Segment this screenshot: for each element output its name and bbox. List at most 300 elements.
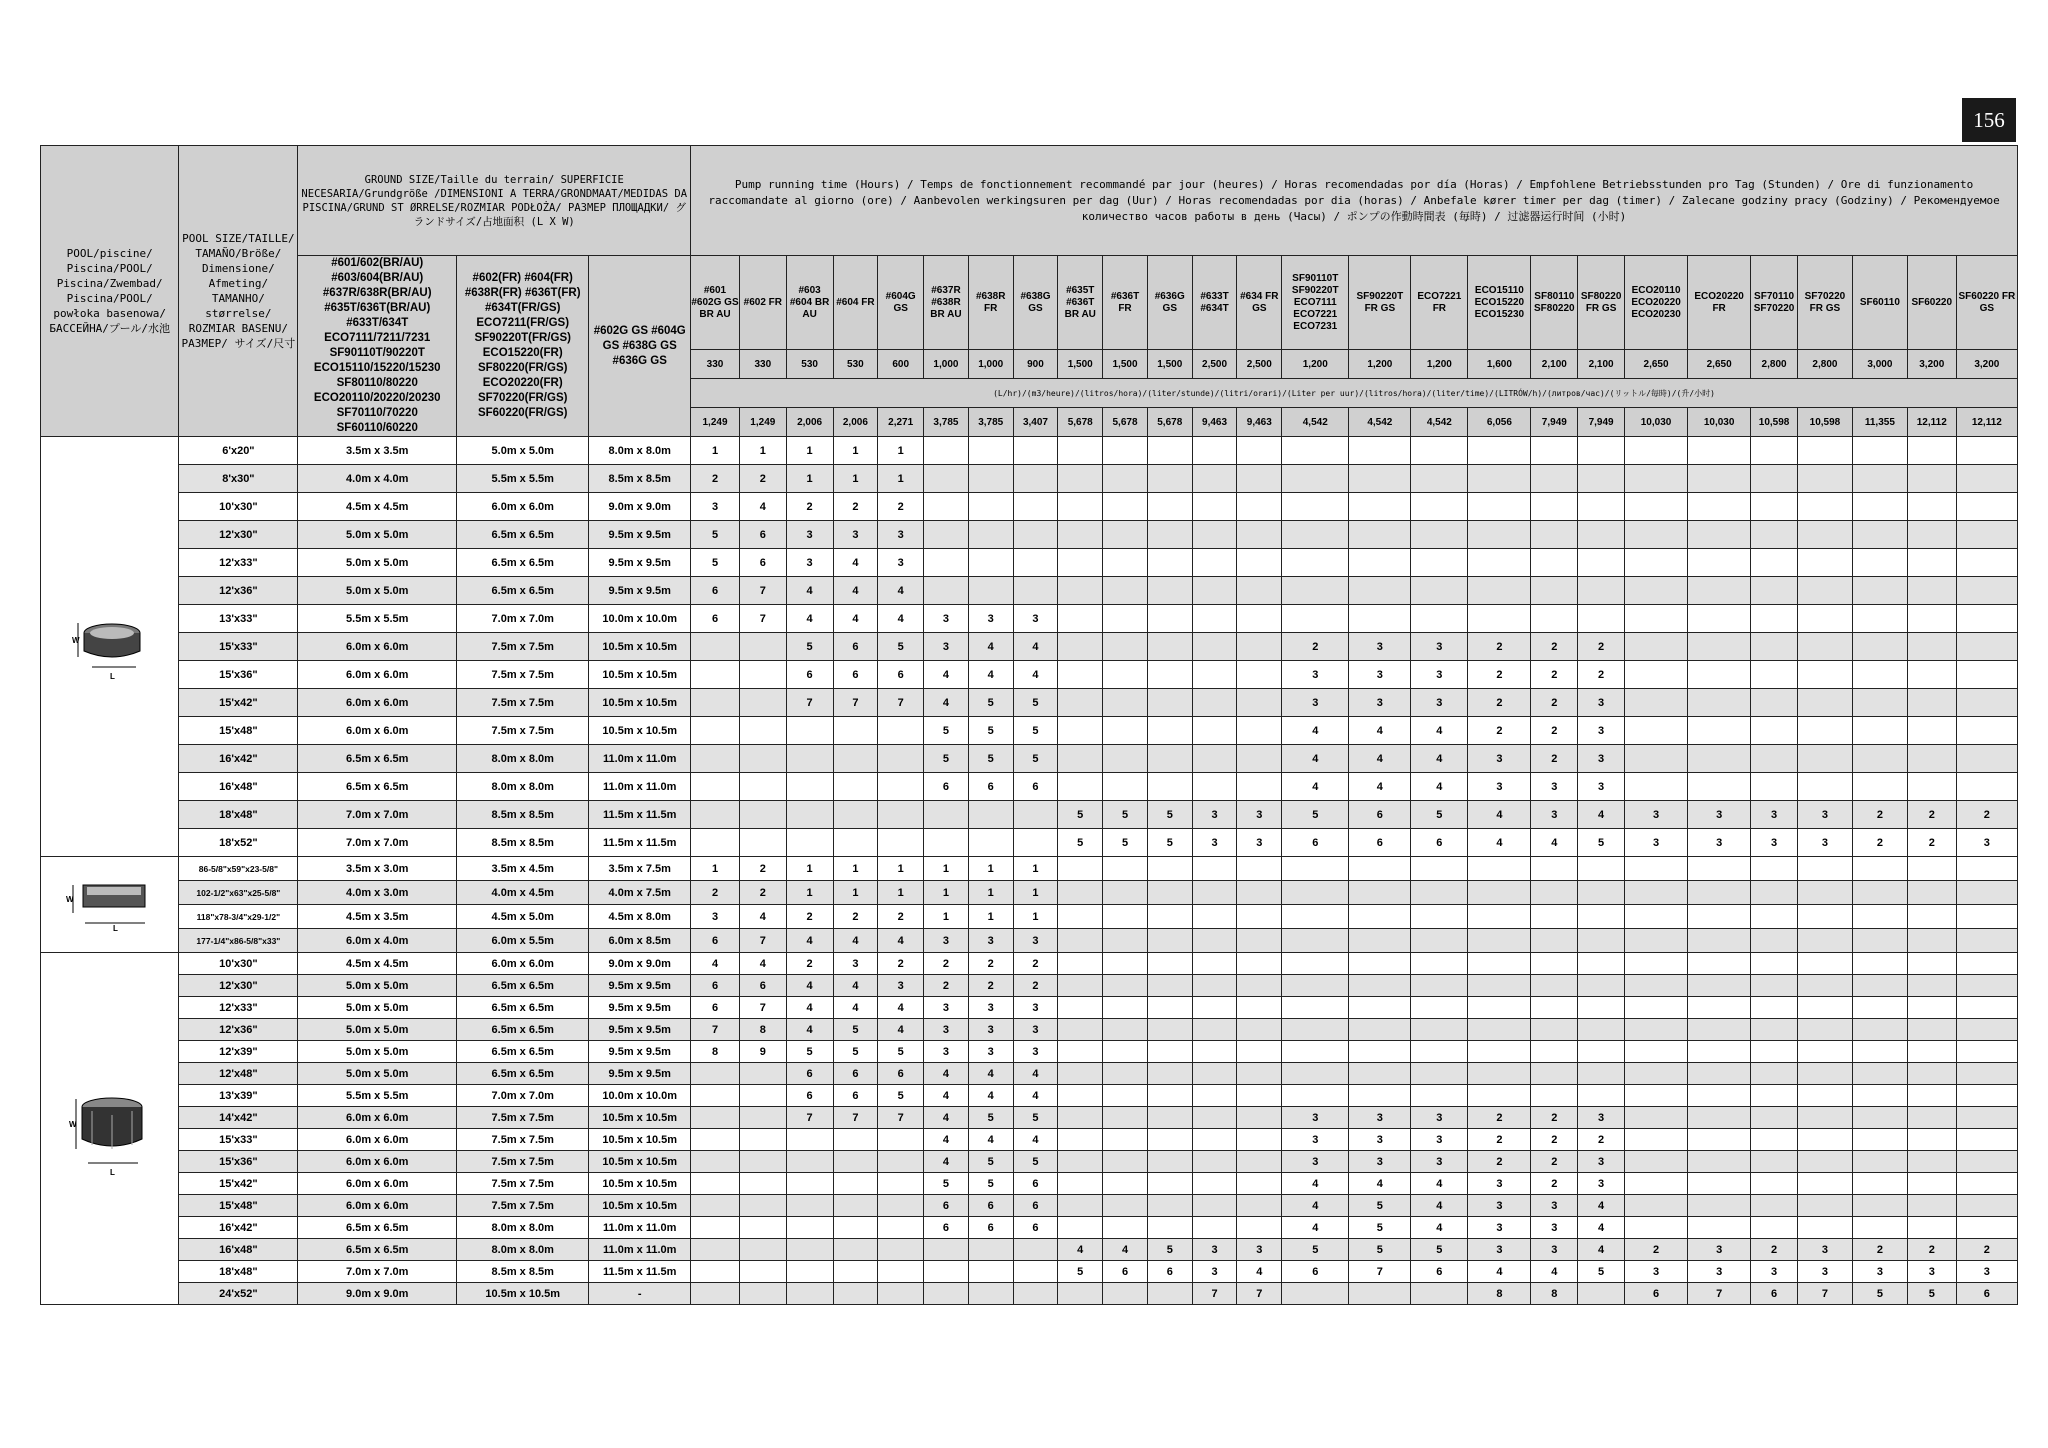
hours-cell xyxy=(878,717,924,745)
ground-size-cell: 10.0m x 10.0m xyxy=(589,605,691,633)
hours-cell: 3 xyxy=(968,605,1013,633)
pump-model-header: #636T FR xyxy=(1103,256,1148,350)
ground-size-cell: 9.5m x 9.5m xyxy=(589,577,691,605)
hours-cell xyxy=(739,1173,786,1195)
pool-size-cell: 10'x30" xyxy=(179,493,298,521)
hours-cell: 5 xyxy=(1578,1261,1625,1283)
pool-size-cell: 118"x78-3/4"x29-1/2" xyxy=(179,905,298,929)
hours-cell xyxy=(1192,997,1237,1019)
hours-cell xyxy=(1852,997,1907,1019)
hours-cell xyxy=(1907,1107,1956,1129)
hours-cell xyxy=(1578,881,1625,905)
pump-model-header: #601 #602G GS BR AU xyxy=(691,256,740,350)
hours-cell xyxy=(833,829,878,857)
hours-cell xyxy=(833,1195,878,1217)
hours-cell xyxy=(1531,997,1578,1019)
hours-cell: 1 xyxy=(924,857,969,881)
hours-cell xyxy=(1103,577,1148,605)
pump-flow-cell: 12,112 xyxy=(1907,408,1956,437)
hours-cell xyxy=(1411,1019,1468,1041)
ground-size-cell: 9.0m x 9.0m xyxy=(298,1283,457,1305)
hours-cell xyxy=(1907,577,1956,605)
hours-cell: 6 xyxy=(1411,1261,1468,1283)
ground-size-cell: 9.5m x 9.5m xyxy=(589,1041,691,1063)
hours-cell xyxy=(1578,1041,1625,1063)
hours-cell xyxy=(1411,521,1468,549)
hours-cell: 4 xyxy=(786,605,833,633)
ground-size-cell: 10.5m x 10.5m xyxy=(589,689,691,717)
hours-cell xyxy=(1282,1283,1349,1305)
hours-cell xyxy=(968,801,1013,829)
hours-cell: 3 xyxy=(1531,773,1578,801)
ground-size-cell: 8.0m x 8.0m xyxy=(589,437,691,465)
hours-cell xyxy=(1282,549,1349,577)
hours-cell xyxy=(1956,689,2017,717)
pump-flow-cell: 10,598 xyxy=(1751,408,1798,437)
hours-cell: 2 xyxy=(1468,1107,1531,1129)
hours-cell xyxy=(1349,521,1411,549)
hours-cell: 3 xyxy=(1751,801,1798,829)
ground-size-cell: 4.5m x 4.5m xyxy=(298,493,457,521)
hours-cell xyxy=(1688,905,1751,929)
hours-cell xyxy=(1907,997,1956,1019)
hours-cell xyxy=(1411,1283,1468,1305)
hours-cell xyxy=(1058,953,1103,975)
hours-cell xyxy=(1625,549,1688,577)
hours-cell xyxy=(1103,661,1148,689)
hours-cell: 5 xyxy=(924,745,969,773)
hours-cell xyxy=(1147,773,1192,801)
hours-cell xyxy=(1058,881,1103,905)
hours-cell: 2 xyxy=(924,953,969,975)
hours-cell: 5 xyxy=(968,745,1013,773)
pump-model-header: #604G GS xyxy=(878,256,924,350)
hours-cell xyxy=(1625,1195,1688,1217)
hours-cell xyxy=(1349,605,1411,633)
hours-cell xyxy=(1147,493,1192,521)
hours-cell: 2 xyxy=(1852,829,1907,857)
hours-cell xyxy=(1956,857,2017,881)
hours-cell xyxy=(1013,465,1058,493)
hours-cell: 4 xyxy=(1282,1195,1349,1217)
hours-cell: 3 xyxy=(878,549,924,577)
hours-cell xyxy=(1751,1195,1798,1217)
pool-size-cell: 15'x48" xyxy=(179,717,298,745)
hours-cell: 4 xyxy=(1013,1063,1058,1085)
hours-cell xyxy=(1625,465,1688,493)
hours-cell xyxy=(1282,997,1349,1019)
hours-cell xyxy=(1349,1283,1411,1305)
ground-size-cell: 3.5m x 3.5m xyxy=(298,437,457,465)
hours-cell: 3 xyxy=(968,929,1013,953)
hours-cell xyxy=(1625,661,1688,689)
pump-flow-cell: 2,006 xyxy=(786,408,833,437)
hours-cell xyxy=(1531,1041,1578,1063)
hours-cell xyxy=(786,773,833,801)
hours-cell: 4 xyxy=(1468,829,1531,857)
hours-cell xyxy=(1531,1063,1578,1085)
hours-cell: 3 xyxy=(1578,1107,1625,1129)
hours-cell xyxy=(1625,1173,1688,1195)
hours-cell xyxy=(1192,1085,1237,1107)
hours-cell xyxy=(1147,437,1192,465)
pump-flow-cell: 10,030 xyxy=(1625,408,1688,437)
pool-size-cell: 12'x39" xyxy=(179,1041,298,1063)
ground-size-cell: 6.5m x 6.5m xyxy=(298,773,457,801)
hours-cell: 4 xyxy=(1578,1239,1625,1261)
hours-cell: 4 xyxy=(1411,1173,1468,1195)
pool-row xyxy=(41,689,2018,717)
hours-cell xyxy=(1688,953,1751,975)
hours-cell xyxy=(1058,1173,1103,1195)
hours-cell xyxy=(739,1239,786,1261)
svg-text:L: L xyxy=(112,923,118,933)
hours-cell xyxy=(924,801,969,829)
hours-cell: 4 xyxy=(833,975,878,997)
hours-cell xyxy=(1147,905,1192,929)
hours-cell: 7 xyxy=(878,689,924,717)
pool-row xyxy=(41,1239,2018,1261)
hours-cell xyxy=(924,465,969,493)
hours-cell xyxy=(1237,975,1282,997)
pool-row xyxy=(41,605,2018,633)
hours-cell xyxy=(1147,1173,1192,1195)
pool-row xyxy=(41,1019,2018,1041)
hours-cell xyxy=(1058,975,1103,997)
hours-cell xyxy=(1192,1195,1237,1217)
hours-cell xyxy=(1688,745,1751,773)
hours-cell xyxy=(1103,437,1148,465)
hours-cell xyxy=(1192,1041,1237,1063)
pump-model-header: ECO20220 FR xyxy=(1688,256,1751,350)
hours-cell: 3 xyxy=(1578,689,1625,717)
hours-cell: 6 xyxy=(691,929,740,953)
hours-cell: 4 xyxy=(1349,745,1411,773)
pump-rate-cell: 1,000 xyxy=(924,350,969,379)
pool-size-cell: 177-1/4"x86-5/8"x33" xyxy=(179,929,298,953)
ground-size-cell: 4.5m x 4.5m xyxy=(298,953,457,975)
hours-cell xyxy=(1625,1085,1688,1107)
pump-rate-cell: 1,200 xyxy=(1282,350,1349,379)
ground-size-models-2: #602(FR) #604(FR) #638R(FR) #636T(FR) #634T(FR/GS) ECO7211(FR/GS) SF90220T(FR/GS) ECO15220(FR) SF80220(FR/GS) ECO20220(FR) SF70220(FR/GS) SF60220(FR/GS) xyxy=(457,256,589,437)
hours-cell xyxy=(691,801,740,829)
hours-cell xyxy=(691,1283,740,1305)
ground-size-cell: 6.0m x 6.0m xyxy=(298,633,457,661)
hours-cell xyxy=(739,1107,786,1129)
hours-cell: 3 xyxy=(1625,801,1688,829)
hours-cell xyxy=(1852,905,1907,929)
hours-cell xyxy=(1797,857,1852,881)
hours-cell xyxy=(1852,1063,1907,1085)
hours-cell xyxy=(1852,1151,1907,1173)
pump-running-time-table xyxy=(40,145,2018,1305)
hours-cell: 3 xyxy=(1013,1019,1058,1041)
hours-cell xyxy=(1578,857,1625,881)
hours-cell xyxy=(1688,661,1751,689)
hours-cell xyxy=(1907,857,1956,881)
hours-cell: 5 xyxy=(1147,801,1192,829)
ground-size-cell: 5.5m x 5.5m xyxy=(298,1085,457,1107)
hours-cell xyxy=(1058,745,1103,773)
hours-cell xyxy=(1852,549,1907,577)
hours-cell xyxy=(1797,717,1852,745)
hours-cell: 4 xyxy=(1013,1129,1058,1151)
ground-size-cell: 7.0m x 7.0m xyxy=(298,1261,457,1283)
pump-flow-cell: 3,785 xyxy=(968,408,1013,437)
pool-row xyxy=(41,633,2018,661)
hours-cell: 4 xyxy=(1468,1261,1531,1283)
hours-cell xyxy=(1468,521,1531,549)
pump-model-header: SF90110T SF90220T ECO7111 ECO7221 ECO7231 xyxy=(1282,256,1349,350)
hours-cell xyxy=(1625,1041,1688,1063)
ground-size-cell: 5.0m x 5.0m xyxy=(457,437,589,465)
hours-cell xyxy=(1578,465,1625,493)
hours-cell: 3 xyxy=(1797,1261,1852,1283)
hours-cell xyxy=(1237,549,1282,577)
hours-cell: 3 xyxy=(1282,689,1349,717)
pump-rate-cell: 2,800 xyxy=(1797,350,1852,379)
hours-cell: 5 xyxy=(1349,1217,1411,1239)
hours-cell: 3 xyxy=(1013,1041,1058,1063)
hours-cell xyxy=(1411,857,1468,881)
hours-cell xyxy=(1103,997,1148,1019)
hours-cell xyxy=(1852,493,1907,521)
pool-row xyxy=(41,1173,2018,1195)
hours-cell: 1 xyxy=(878,857,924,881)
hours-cell xyxy=(1013,1239,1058,1261)
hours-cell: 2 xyxy=(739,465,786,493)
hours-cell xyxy=(833,1261,878,1283)
hours-cell xyxy=(1751,465,1798,493)
hours-cell xyxy=(1411,881,1468,905)
hours-cell xyxy=(1058,577,1103,605)
ground-size-cell: 10.5m x 10.5m xyxy=(589,1173,691,1195)
hours-cell: 2 xyxy=(1956,1239,2017,1261)
hours-cell: 2 xyxy=(1013,975,1058,997)
hours-cell: 3 xyxy=(1282,661,1349,689)
pool-size-cell: 12'x36" xyxy=(179,577,298,605)
pool-size-cell: 13'x39" xyxy=(179,1085,298,1107)
hours-cell: 2 xyxy=(924,975,969,997)
hours-cell xyxy=(739,745,786,773)
hours-cell xyxy=(1907,437,1956,465)
hours-cell: 3 xyxy=(1956,1261,2017,1283)
hours-cell: 2 xyxy=(833,493,878,521)
hours-cell: 5 xyxy=(1058,1261,1103,1283)
hours-cell: 2 xyxy=(739,857,786,881)
pump-model-header: SF70220 FR GS xyxy=(1797,256,1852,350)
hours-cell xyxy=(1578,577,1625,605)
hours-cell xyxy=(1956,661,2017,689)
hours-cell: 3 xyxy=(924,929,969,953)
pump-flow-cell: 9,463 xyxy=(1237,408,1282,437)
hours-cell xyxy=(1058,997,1103,1019)
hours-cell xyxy=(1058,1151,1103,1173)
hours-cell xyxy=(1411,905,1468,929)
hours-cell xyxy=(1147,1129,1192,1151)
page-number: 156 xyxy=(1962,98,2016,142)
hours-cell: 1 xyxy=(691,857,740,881)
hours-cell xyxy=(878,745,924,773)
hours-cell xyxy=(1956,521,2017,549)
hours-cell xyxy=(1237,773,1282,801)
hours-cell xyxy=(1688,605,1751,633)
hours-cell: 3 xyxy=(1192,1239,1237,1261)
hours-cell: 5 xyxy=(1411,801,1468,829)
hours-cell xyxy=(1192,521,1237,549)
hours-cell xyxy=(1751,1217,1798,1239)
hours-cell xyxy=(739,661,786,689)
hours-cell: 1 xyxy=(968,857,1013,881)
hours-cell: 3 xyxy=(786,521,833,549)
hours-cell: 4 xyxy=(1013,633,1058,661)
hours-cell xyxy=(1688,717,1751,745)
pump-rate-cell: 1,500 xyxy=(1147,350,1192,379)
hours-cell: 3 xyxy=(1797,829,1852,857)
hours-cell: 7 xyxy=(739,997,786,1019)
hours-cell xyxy=(1058,1217,1103,1239)
hours-cell: 2 xyxy=(1531,633,1578,661)
hours-cell: 4 xyxy=(878,1019,924,1041)
hours-cell xyxy=(691,829,740,857)
hours-cell xyxy=(1956,1085,2017,1107)
pump-rate-cell: 1,600 xyxy=(1468,350,1531,379)
hours-cell: 3 xyxy=(1237,829,1282,857)
hours-cell: 1 xyxy=(786,857,833,881)
ground-size-cell: 9.5m x 9.5m xyxy=(589,1019,691,1041)
hours-cell: 5 xyxy=(968,1151,1013,1173)
hours-cell: 3 xyxy=(878,975,924,997)
hours-cell xyxy=(1531,1085,1578,1107)
hours-cell xyxy=(1103,521,1148,549)
hours-cell xyxy=(1468,1085,1531,1107)
hours-cell: 6 xyxy=(878,1063,924,1085)
hours-cell xyxy=(1531,905,1578,929)
hours-cell xyxy=(968,1283,1013,1305)
hours-cell xyxy=(691,689,740,717)
hours-cell xyxy=(739,773,786,801)
hours-cell xyxy=(924,1239,969,1261)
hours-cell: 4 xyxy=(739,905,786,929)
pool-size-cell: 12'x33" xyxy=(179,997,298,1019)
hours-cell xyxy=(1625,1107,1688,1129)
pump-model-header: ECO15110 ECO15220 ECO15230 xyxy=(1468,256,1531,350)
hours-cell xyxy=(1852,661,1907,689)
hours-cell xyxy=(1852,1019,1907,1041)
hours-cell xyxy=(1237,521,1282,549)
hours-cell xyxy=(1751,1019,1798,1041)
hours-cell: 3 xyxy=(1468,1173,1531,1195)
hours-cell xyxy=(1852,437,1907,465)
hours-cell: 5 xyxy=(1147,829,1192,857)
hours-cell xyxy=(1625,1063,1688,1085)
pump-rate-cell: 2,100 xyxy=(1578,350,1625,379)
hours-cell xyxy=(878,1239,924,1261)
hours-cell: 3 xyxy=(1688,829,1751,857)
ground-size-cell: 8.5m x 8.5m xyxy=(457,829,589,857)
hours-cell xyxy=(1411,1063,1468,1085)
hours-cell: 3 xyxy=(691,493,740,521)
hours-cell xyxy=(1058,493,1103,521)
pump-flow-cell: 1,249 xyxy=(739,408,786,437)
hours-cell xyxy=(1956,493,2017,521)
hours-cell xyxy=(1852,881,1907,905)
hours-cell xyxy=(1349,881,1411,905)
ground-size-cell: 3.5m x 7.5m xyxy=(589,857,691,881)
pump-flow-cell: 3,407 xyxy=(1013,408,1058,437)
pump-model-header: #634 FR GS xyxy=(1237,256,1282,350)
hours-cell xyxy=(1147,1085,1192,1107)
hours-cell xyxy=(1349,953,1411,975)
hours-cell xyxy=(691,1239,740,1261)
pump-rate-cell: 3,000 xyxy=(1852,350,1907,379)
hours-cell: 4 xyxy=(786,577,833,605)
hours-cell xyxy=(1411,975,1468,997)
hours-cell xyxy=(1147,577,1192,605)
hours-cell xyxy=(1625,605,1688,633)
hours-cell: 5 xyxy=(1013,1151,1058,1173)
hours-cell: 6 xyxy=(833,1085,878,1107)
ground-size-cell: - xyxy=(589,1283,691,1305)
hours-cell xyxy=(1688,1129,1751,1151)
ground-size-cell: 6.5m x 6.5m xyxy=(457,577,589,605)
hours-cell: 5 xyxy=(1349,1239,1411,1261)
hours-cell: 5 xyxy=(1907,1283,1956,1305)
hours-cell xyxy=(1852,1173,1907,1195)
hours-cell xyxy=(1192,1217,1237,1239)
hours-cell: 2 xyxy=(1013,953,1058,975)
ground-size-cell: 9.0m x 9.0m xyxy=(589,953,691,975)
hours-cell xyxy=(1058,929,1103,953)
ground-size-cell: 7.5m x 7.5m xyxy=(457,1107,589,1129)
pool-size-cell: 15'x36" xyxy=(179,661,298,689)
hours-cell xyxy=(1956,929,2017,953)
hours-cell xyxy=(1688,521,1751,549)
pool-size-cell: 15'x33" xyxy=(179,1129,298,1151)
hours-cell: 2 xyxy=(1578,661,1625,689)
svg-text:L: L xyxy=(109,671,115,681)
hours-cell: 6 xyxy=(1013,1173,1058,1195)
hours-cell xyxy=(1852,465,1907,493)
rectangular-pool-icon xyxy=(41,857,179,953)
pump-flow-cell: 7,949 xyxy=(1531,408,1578,437)
hours-cell xyxy=(1907,1041,1956,1063)
hours-cell xyxy=(1237,1019,1282,1041)
hours-cell: 4 xyxy=(833,605,878,633)
pool-row xyxy=(41,1283,2018,1305)
pump-rate-cell: 1,500 xyxy=(1058,350,1103,379)
hours-cell xyxy=(786,1283,833,1305)
hours-cell xyxy=(833,745,878,773)
hours-cell: 7 xyxy=(786,1107,833,1129)
ground-size-cell: 6.0m x 6.0m xyxy=(298,661,457,689)
hours-cell: 3 xyxy=(968,1019,1013,1041)
hours-cell xyxy=(1797,1217,1852,1239)
hours-cell: 4 xyxy=(968,661,1013,689)
hours-cell xyxy=(1625,493,1688,521)
hours-cell xyxy=(1282,437,1349,465)
hours-cell xyxy=(1192,437,1237,465)
hours-cell: 6 xyxy=(878,661,924,689)
hours-cell xyxy=(1797,661,1852,689)
hours-cell xyxy=(1282,465,1349,493)
hours-cell: 2 xyxy=(1907,1239,1956,1261)
hours-cell xyxy=(1625,717,1688,745)
hours-cell xyxy=(1688,1063,1751,1085)
hours-cell xyxy=(1688,437,1751,465)
hours-cell xyxy=(1103,953,1148,975)
hours-cell: 3 xyxy=(878,521,924,549)
